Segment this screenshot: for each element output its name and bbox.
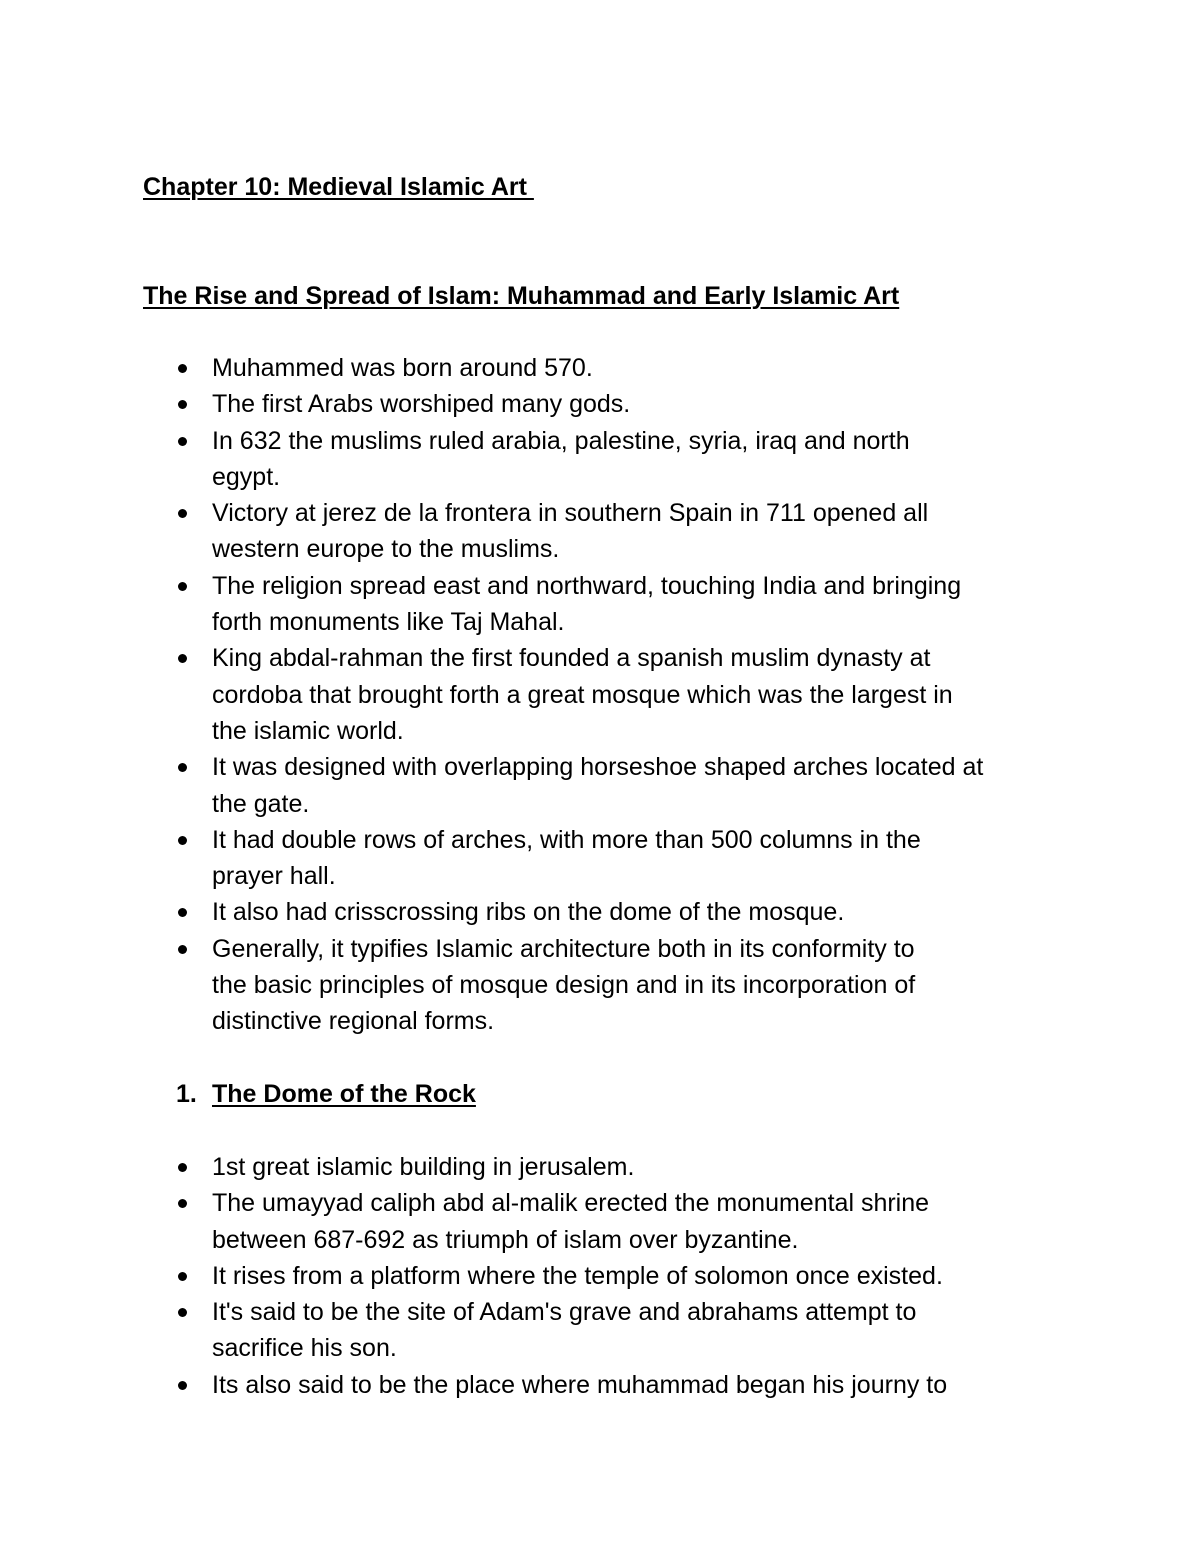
bullet-dot-icon bbox=[178, 836, 187, 845]
bullet-item bbox=[0, 1294, 1072, 1367]
bullet-item bbox=[0, 423, 1072, 496]
bullet-text-line: Muhammed was born around 570. bbox=[212, 354, 593, 382]
bullet-item bbox=[0, 1185, 1072, 1258]
bullet-dot-icon bbox=[178, 654, 187, 663]
section-heading: The Rise and Spread of Islam: Muhammad and Early Islamic Art bbox=[143, 282, 900, 310]
bullet-text-line: distinctive regional forms. bbox=[212, 1007, 495, 1036]
bullet-item bbox=[0, 931, 1072, 1040]
bullet-dot-icon bbox=[178, 437, 187, 446]
bullet-dot-icon bbox=[178, 364, 187, 373]
bullet-text-line: western europe to the muslims. bbox=[212, 535, 560, 564]
bullet-dot-icon bbox=[178, 509, 187, 518]
bullet-dot-icon bbox=[178, 582, 187, 591]
bullet-text-line: the gate. bbox=[212, 789, 310, 818]
bullet-item bbox=[0, 1258, 1072, 1294]
bullet-dot-icon bbox=[178, 1308, 187, 1317]
bullet-dot-icon bbox=[178, 945, 187, 954]
bullet-text-line: It had double rows of arches, with more than 500 columns in the bbox=[212, 825, 921, 854]
subsection-number: 1. bbox=[176, 1080, 197, 1108]
bullet-item bbox=[0, 894, 1072, 930]
bullet-item bbox=[0, 749, 1072, 822]
bullet-item bbox=[0, 386, 1072, 422]
bullet-dot-icon bbox=[178, 1381, 187, 1390]
bullet-text-line: The umayyad caliph abd al-malik erected the monumental shrine bbox=[212, 1189, 930, 1218]
bullet-text-line: It's said to be the site of Adam's grave and abrahams attempt to bbox=[212, 1298, 917, 1327]
bullet-dot-icon bbox=[178, 1272, 187, 1281]
bullet-text-line: Generally, it typifies Islamic architecture both in its conformity to bbox=[212, 934, 915, 963]
bullet-dot-icon bbox=[178, 1163, 187, 1172]
bullet-item bbox=[0, 822, 1072, 895]
bullet-text-line: sacrifice his son. bbox=[212, 1334, 397, 1363]
bullet-item bbox=[0, 350, 1072, 386]
bullet-text-line: In 632 the muslims ruled arabia, palestine, syria, iraq and north bbox=[212, 426, 910, 455]
subsection-title: The Dome of the Rock bbox=[212, 1080, 476, 1108]
bullet-dot-icon bbox=[178, 1199, 187, 1208]
bullet-text-line: It also had crisscrossing ribs on the dome of the mosque. bbox=[212, 898, 845, 927]
bullet-text-line: egypt. bbox=[212, 462, 281, 491]
bullet-text-line: The first Arabs worshiped many gods. bbox=[212, 390, 631, 419]
bullet-text-line: It was designed with overlapping horseshoe shaped arches located at bbox=[212, 753, 984, 782]
chapter-title: Chapter 10: Medieval Islamic Art bbox=[143, 173, 534, 201]
bullet-text-line: King abdal-rahman the first founded a spanish muslim dynasty at bbox=[212, 644, 931, 673]
bullet-item bbox=[0, 568, 1072, 641]
bullet-text-line: forth monuments like Taj Mahal. bbox=[212, 608, 565, 637]
bullet-text-line: prayer hall. bbox=[212, 862, 336, 891]
bullet-text-line: between 687-692 as triumph of islam over byzantine. bbox=[212, 1225, 799, 1254]
bullet-text-line: Its also said to be the place where muhammad began his journy to bbox=[212, 1370, 948, 1399]
bullet-item bbox=[0, 1367, 1072, 1403]
subsection-heading bbox=[176, 1077, 476, 1111]
bullet-text-line: cordoba that brought forth a great mosque which was the largest in bbox=[212, 680, 953, 709]
bullet-item bbox=[0, 640, 1072, 749]
section-bullet-list bbox=[0, 350, 1072, 1040]
bullet-item bbox=[0, 495, 1072, 568]
bullet-text-line: the basic principles of mosque design and in its incorporation of bbox=[212, 971, 916, 1000]
bullet-text-line: the islamic world. bbox=[212, 716, 404, 745]
bullet-dot-icon bbox=[178, 908, 187, 917]
bullet-item bbox=[0, 1149, 1072, 1185]
bullet-dot-icon bbox=[178, 400, 187, 409]
bullet-text-line: Victory at jerez de la frontera in southern Spain in 711 opened all bbox=[212, 499, 929, 528]
bullet-text-line: 1st great islamic building in jerusalem. bbox=[212, 1153, 635, 1181]
bullet-text-line: It rises from a platform where the temple of solomon once existed. bbox=[212, 1261, 943, 1290]
subsection-bullet-list bbox=[0, 1149, 1072, 1403]
bullet-dot-icon bbox=[178, 763, 187, 772]
bullet-text-line: The religion spread east and northward, touching India and bringing bbox=[212, 571, 962, 600]
